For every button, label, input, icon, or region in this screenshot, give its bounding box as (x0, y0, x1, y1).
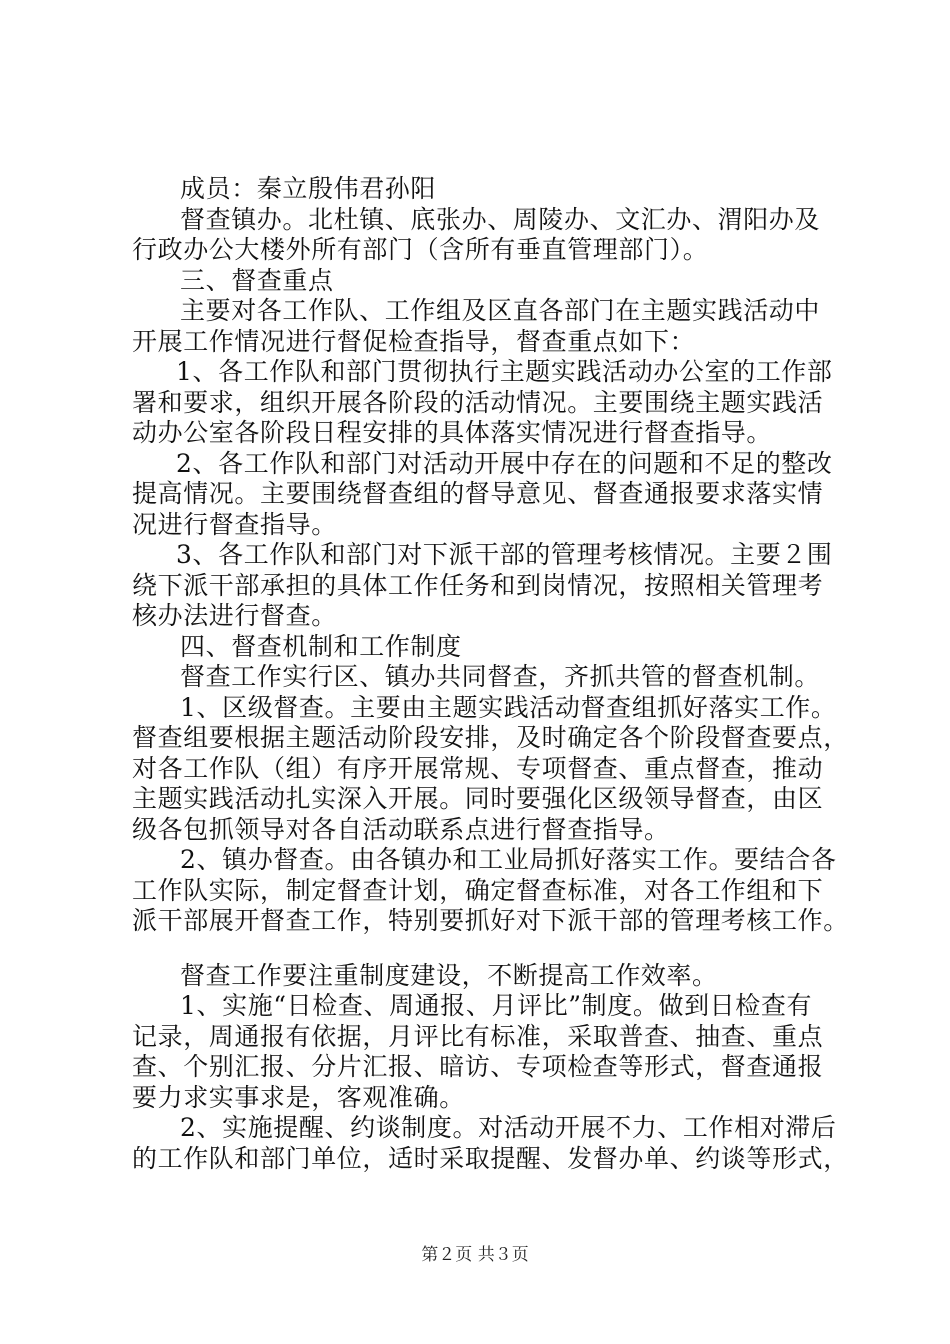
text-line: 级各包抓领导对各自活动联系点进行督查指导。 (132, 814, 670, 844)
text-line: 督查组要根据主题活动阶段安排，及时确定各个阶段督查要点， (132, 723, 849, 752)
text-line: 主要对各工作队、工作组及区直各部门在主题实践活动中 (180, 296, 821, 325)
text-line: 的工作队和部门单位，适时采取提醒、发督办单、约谈等形式， (132, 1143, 849, 1173)
text-line: 况进行督查指导。 (132, 509, 337, 539)
text-line: 要力求实事求是，客观准确。 (132, 1082, 465, 1112)
text-line: 1、实施“日检查、周通报、月评比”制度。做到日检查有 (180, 991, 813, 1020)
text-line: 督查镇办。北杜镇、底张办、周陵办、文汇办、渭阳办及 (180, 204, 821, 234)
text-line: 动办公室各阶段日程安排的具体落实情况进行督查指导。 (132, 418, 773, 447)
document-body (132, 174, 852, 1174)
text-line: 督查工作实行区、镇办共同督查，齐抓共管的督查机制。 (180, 662, 821, 691)
section-heading: 四、督查机制和工作制度 (180, 631, 462, 661)
text-line: 主题实践活动扎实深入开展。同时要强化区级领导督查，由区 (132, 784, 824, 813)
text-line: 对各工作队（组）有序开展常规、专项督查、重点督查，推动 (132, 753, 824, 783)
text-line: 查、个别汇报、分片汇报、暗访、专项检查等形式，督查通报 (132, 1052, 824, 1081)
text-line: 2、镇办督查。由各镇办和工业局抓好落实工作。要结合各 (180, 845, 837, 874)
text-line: 核办法进行督查。 (132, 601, 337, 630)
text-line: 督查工作要注重制度建设，不断提高工作效率。 (180, 960, 718, 990)
paragraph-gap (132, 937, 852, 961)
text-line: 绕下派干部承担的具体工作任务和到岗情况，按照相关管理考 (132, 570, 824, 600)
text-line: 行政办公大楼外所有部门（含所有垂直管理部门）。 (132, 235, 709, 264)
text-line: 开展工作情况进行督促检查指导，督查重点如下： (132, 326, 696, 356)
section-heading: 三、督查重点 (180, 265, 334, 295)
text-line: 2、各工作队和部门对活动开展中存在的问题和不足的整改 (176, 448, 833, 478)
text-line: 提高情况。主要围绕督查组的督导意见、督查通报要求落实情 (132, 479, 824, 508)
text-line: 3、各工作队和部门对下派干部的管理考核情况。主要２围 (176, 540, 833, 569)
text-line: 署和要求，组织开展各阶段的活动情况。主要围绕主题实践活 (132, 387, 824, 417)
text-line: 记录，周通报有依据，月评比有标准，采取普查、抽查、重点 (132, 1021, 824, 1051)
text-line: 2、实施提醒、约谈制度。对活动开展不力、工作相对滞后 (180, 1113, 837, 1142)
page-number-footer: 第２页 共３页 (421, 1245, 529, 1265)
text-line: 1、各工作队和部门贯彻执行主题实践活动办公室的工作部 (176, 357, 833, 386)
text-line: 1、区级督查。主要由主题实践活动督查组抓好落实工作。 (180, 692, 837, 722)
text-line: 工作队实际，制定督查计划，确定督查标准，对各工作组和下 (132, 875, 824, 905)
text-line: 成员：秦立殷伟君孙阳 (180, 174, 437, 203)
text-line: 派干部展开督查工作，特别要抓好对下派干部的管理考核工作。 (132, 906, 849, 935)
